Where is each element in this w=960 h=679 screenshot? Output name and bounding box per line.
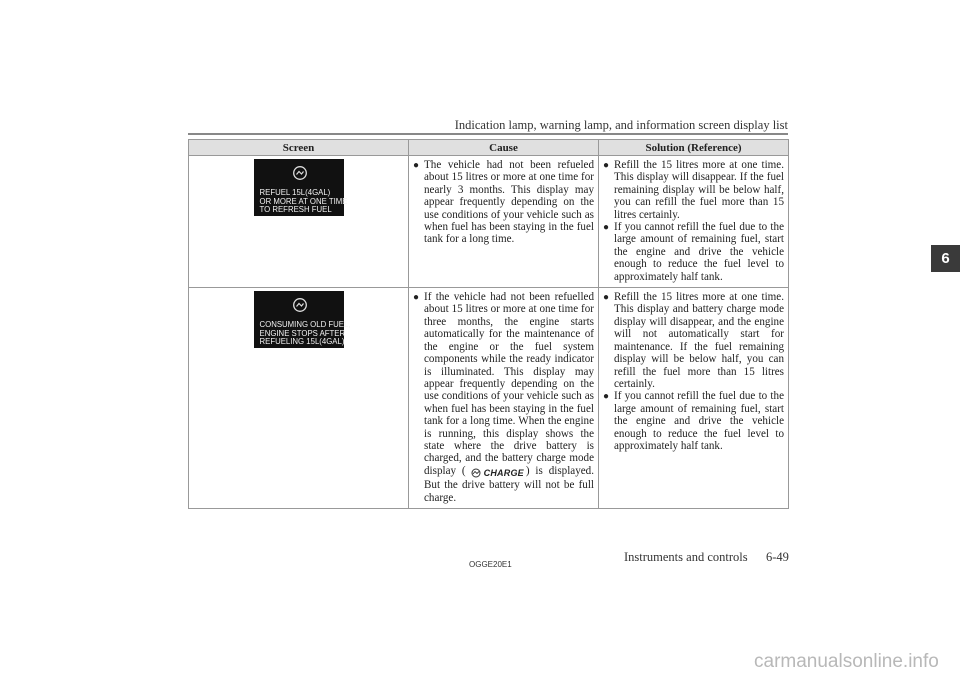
page-number: 6-49 bbox=[766, 550, 789, 564]
bullet-item bbox=[413, 159, 594, 246]
bullet-item bbox=[603, 390, 784, 452]
column-header-solution: Solution (Reference) bbox=[599, 140, 789, 156]
fuel-refresh-icon bbox=[291, 165, 309, 181]
cause-text-pre: If the vehicle had not been refuelled about 15 litres or more at one time for three months, the engine starts automatically for the maintenance of the engine or the fuel system components while the ready indicator is illuminated. This display may appear frequently depending on the use conditions of your vehicle such as when fuel has been staying in the fuel tank for a long time. When the engine is running, this display shows the state where the drive battery is charged, and the battery charge mode display ( bbox=[424, 291, 594, 477]
solution-text: Refill the 15 litres more at one time. This display will disappear. If the fuel remaining display will be below half, you can refill the fuel more than 15 litres certainly. bbox=[614, 159, 784, 221]
info-screen-display bbox=[254, 291, 351, 348]
footer-section-title: Instruments and controls bbox=[624, 550, 748, 564]
bullet-icon: ● bbox=[603, 222, 610, 234]
screen-text-line: OR MORE AT ONE TIME bbox=[259, 196, 348, 206]
solution-cell bbox=[599, 288, 789, 509]
bullet-icon: ● bbox=[603, 160, 610, 171]
info-screen-display bbox=[254, 159, 348, 216]
fuel-refresh-icon bbox=[291, 297, 309, 313]
screen-text-line: ENGINE STOPS AFTER bbox=[259, 328, 346, 338]
table-header-row bbox=[189, 140, 789, 156]
solution-text: Refill the 15 litres more at one time. This display and battery charge mode display will disappear, and the engine will not automatically start for maintenance. If the fuel remaining display will be below half, you can refill the fuel more than 15 litres certainly. bbox=[614, 291, 784, 390]
charge-label: CHARGE bbox=[483, 467, 524, 478]
cause-text bbox=[424, 291, 594, 504]
screen-text-line: REFUELING 15L(4GAL) bbox=[259, 337, 345, 347]
solution-cell bbox=[599, 156, 789, 288]
screen-text-line: TO REFRESH FUEL bbox=[259, 205, 332, 215]
screen-cell bbox=[189, 156, 409, 288]
bullet-item bbox=[603, 159, 784, 221]
screen-cell bbox=[189, 288, 409, 509]
page-header-title: Indication lamp, warning lamp, and information screen display list bbox=[454, 118, 788, 132]
solution-text: If you cannot refill the fuel due to the large amount of remaining fuel, start the engine and drive the vehicle enough to reduce the fuel level to approximately half tank. bbox=[614, 221, 784, 283]
bullet-icon: ● bbox=[603, 292, 610, 304]
cause-text: The vehicle had not been refueled about 15 litres or more at one time for nearly 3 months. This display may appear frequently depending on the use conditions of your vehicle such as when fuel has been staying in the fuel tank for a long time. bbox=[424, 159, 594, 246]
bullet-item bbox=[603, 291, 784, 390]
indicator-display-table bbox=[188, 139, 789, 509]
cause-text-post: ) is displayed. But the drive battery will not be full charge. bbox=[424, 464, 595, 504]
header-rule bbox=[188, 133, 788, 135]
charge-mode-icon bbox=[468, 468, 484, 478]
screen-text-line: CONSUMING OLD FUEL, bbox=[259, 320, 351, 330]
cause-cell bbox=[409, 156, 599, 288]
screen-text-line: REFUEL 15L(4GAL) bbox=[259, 188, 331, 197]
bullet-icon: ● bbox=[413, 292, 420, 304]
watermark-text: carmanualsonline.info bbox=[754, 651, 939, 672]
column-header-cause: Cause bbox=[409, 140, 599, 156]
bullet-icon: ● bbox=[603, 391, 610, 403]
bullet-icon: ● bbox=[413, 160, 420, 171]
solution-text: If you cannot refill the fuel due to the large amount of remaining fuel, start the engine and drive the vehicle enough to reduce the fuel level to approximately half tank. bbox=[614, 390, 784, 452]
bullet-item bbox=[413, 291, 594, 504]
table-row bbox=[189, 156, 789, 288]
table-row bbox=[189, 288, 789, 509]
bullet-item bbox=[603, 221, 784, 283]
charge-mode-indicator bbox=[466, 467, 526, 479]
model-code: OGGE20E1 bbox=[469, 560, 512, 569]
cause-cell bbox=[409, 288, 599, 509]
column-header-screen: Screen bbox=[189, 140, 409, 156]
chapter-tab[interactable]: 6 bbox=[931, 245, 960, 272]
